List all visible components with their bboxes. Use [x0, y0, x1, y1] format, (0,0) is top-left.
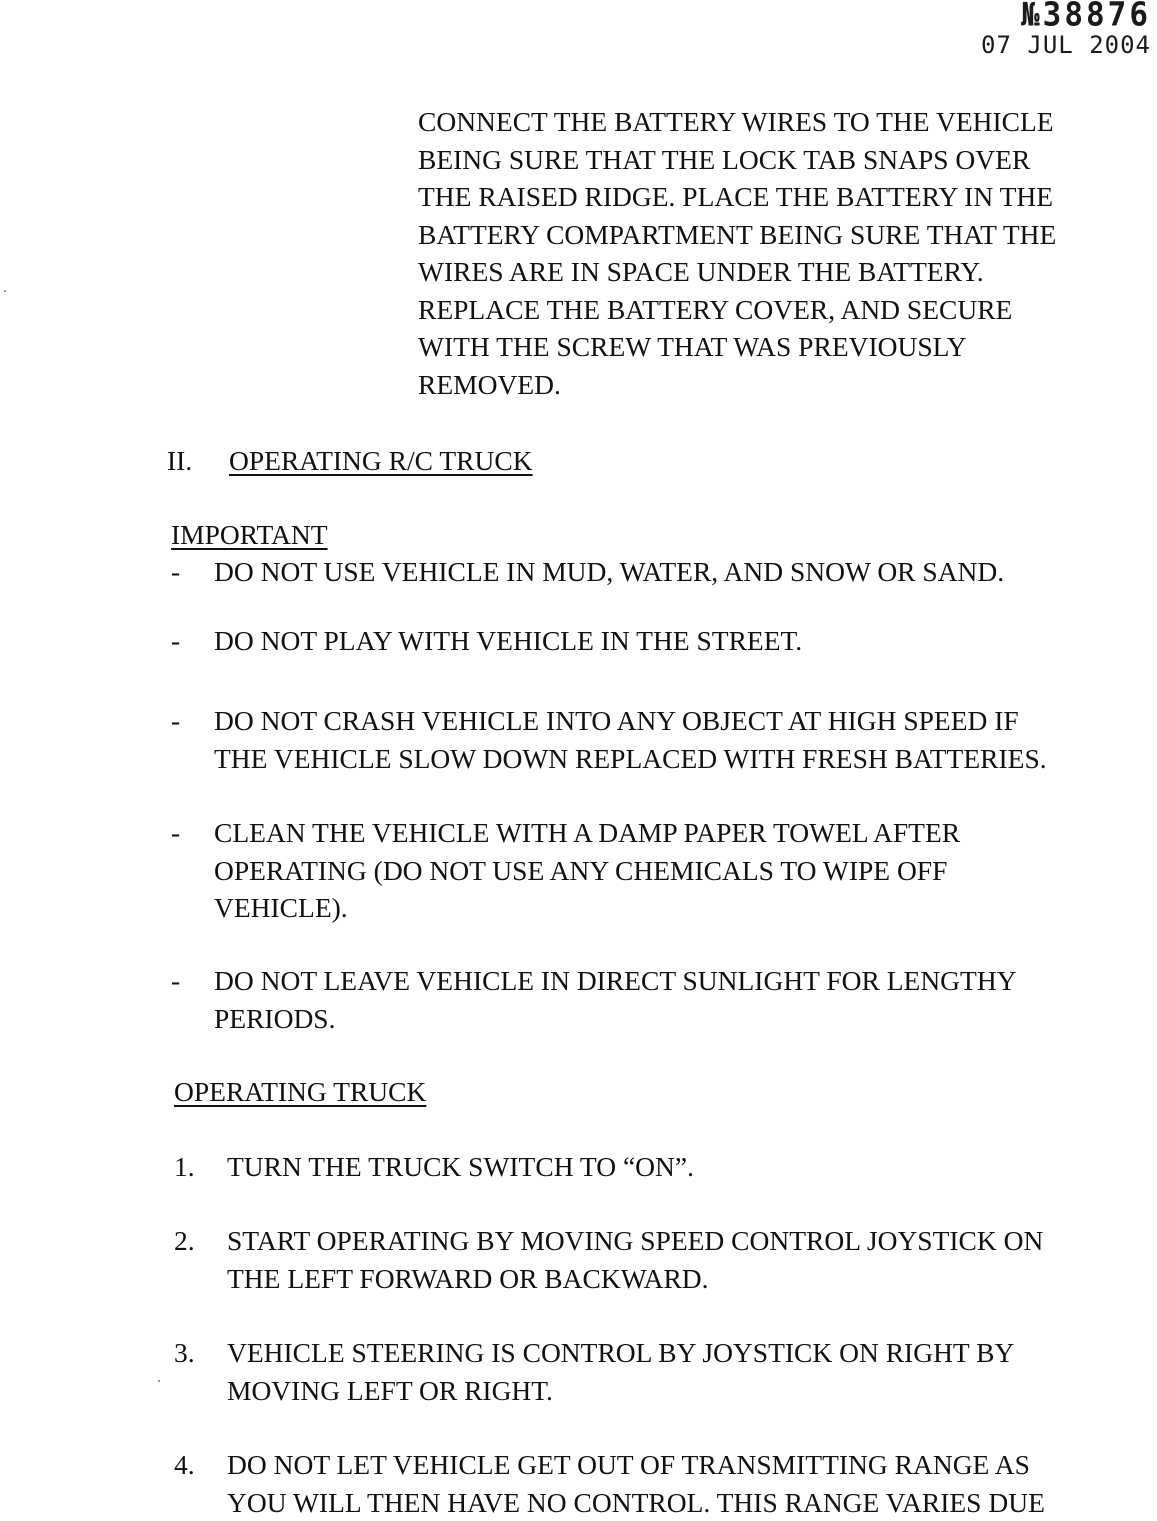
bullet-line: DO NOT LEAVE VEHICLE IN DIRECT SUNLIGHT FOR LENGTHY	[214, 962, 1017, 1000]
bullet-line: CLEAN THE VEHICLE WITH A DAMP PAPER TOWEL AFTER	[214, 814, 960, 852]
scan-speck	[158, 1380, 160, 1382]
paragraph-line: WIRES ARE IN SPACE UNDER THE BATTERY.	[418, 253, 1118, 291]
bullet-line: THE VEHICLE SLOW DOWN REPLACED WITH FRESH BATTERIES.	[214, 740, 1047, 778]
paragraph-line: WITH THE SCREW THAT WAS PREVIOUSLY	[418, 328, 1118, 366]
step-number: 4.	[174, 1446, 195, 1484]
step-line: DO NOT LET VEHICLE GET OUT OF TRANSMITTING RANGE AS	[227, 1446, 1045, 1484]
battery-instructions-paragraph	[418, 103, 1118, 403]
step-number: 2.	[174, 1222, 195, 1260]
paragraph-line: CONNECT THE BATTERY WIRES TO THE VEHICLE	[418, 103, 1118, 141]
paragraph-line: BATTERY COMPARTMENT BEING SURE THAT THE	[418, 216, 1118, 254]
paragraph-line: REMOVED.	[418, 366, 1118, 404]
step-line: MOVING LEFT OR RIGHT.	[227, 1372, 1014, 1410]
step-line: YOU WILL THEN HAVE NO CONTROL. THIS RANGE VARIES DUE	[227, 1484, 1045, 1521]
stamp-date: 07 JUL 2004	[981, 33, 1151, 57]
receipt-stamp	[981, 0, 1151, 57]
bullet-dash: -	[171, 702, 180, 740]
step-line: VEHICLE STEERING IS CONTROL BY JOYSTICK ON RIGHT BY	[227, 1334, 1014, 1372]
bullet-line: VEHICLE).	[214, 889, 960, 927]
bullet-dash: -	[171, 553, 180, 591]
bullet-dash: -	[171, 962, 180, 1000]
bullet-line: OPERATING (DO NOT USE ANY CHEMICALS TO WIPE OFF	[214, 852, 960, 890]
paragraph-line: THE RAISED RIDGE. PLACE THE BATTERY IN THE	[418, 178, 1118, 216]
section-title: OPERATING R/C TRUCK	[229, 445, 533, 476]
step-number: 3.	[174, 1334, 195, 1372]
bullet-line: DO NOT PLAY WITH VEHICLE IN THE STREET.	[214, 622, 802, 660]
step-line: TURN THE TRUCK SWITCH TO “ON”.	[227, 1148, 694, 1186]
important-heading: IMPORTANT	[171, 516, 328, 554]
section-heading	[167, 442, 533, 480]
bullet-line: PERIODS.	[214, 1000, 1017, 1038]
stamp-number: №38876	[981, 0, 1151, 32]
operating-truck-heading: OPERATING TRUCK	[174, 1073, 426, 1111]
scan-speck	[4, 290, 6, 292]
step-line: THE LEFT FORWARD OR BACKWARD.	[227, 1260, 1043, 1298]
section-numeral: II.	[167, 442, 229, 480]
step-number: 1.	[174, 1148, 195, 1186]
bullet-dash: -	[171, 814, 180, 852]
paragraph-line: REPLACE THE BATTERY COVER, AND SECURE	[418, 291, 1118, 329]
step-line: START OPERATING BY MOVING SPEED CONTROL JOYSTICK ON	[227, 1222, 1043, 1260]
bullet-line: DO NOT CRASH VEHICLE INTO ANY OBJECT AT HIGH SPEED IF	[214, 702, 1047, 740]
bullet-dash: -	[171, 622, 180, 660]
bullet-line: DO NOT USE VEHICLE IN MUD, WATER, AND SNOW OR SAND.	[214, 553, 1004, 591]
paragraph-line: BEING SURE THAT THE LOCK TAB SNAPS OVER	[418, 141, 1118, 179]
